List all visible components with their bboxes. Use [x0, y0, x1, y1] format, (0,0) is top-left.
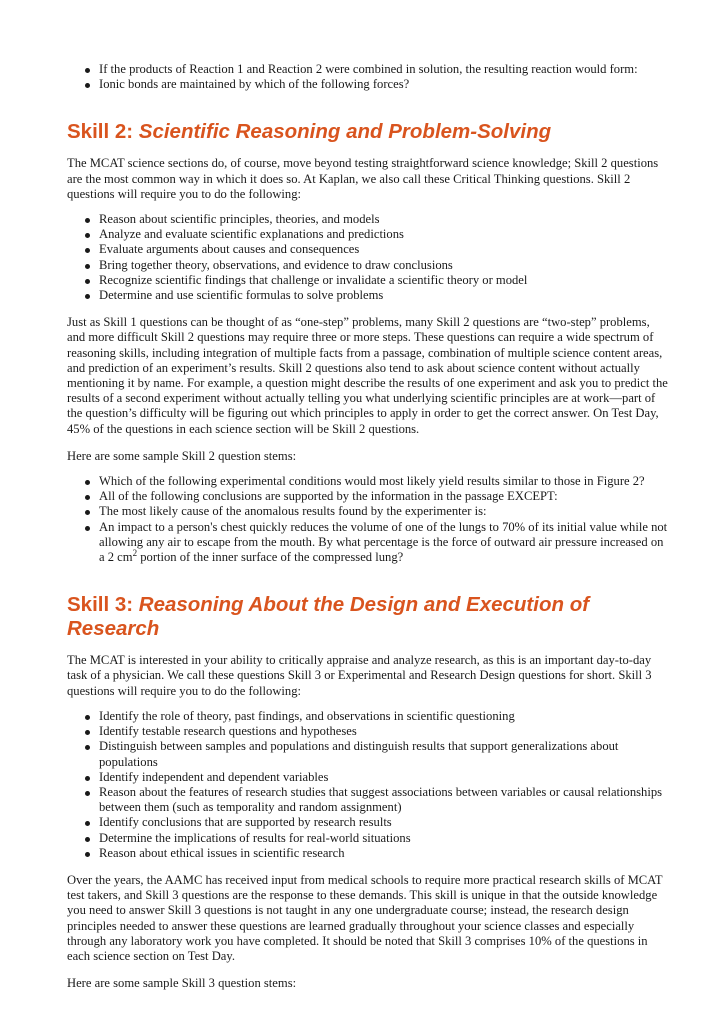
skill2-heading-prefix: Skill 2:	[67, 120, 139, 144]
list-item: Identify independent and dependent variables	[99, 770, 668, 785]
skill2-stems-intro: Here are some sample Skill 2 question stems:	[67, 448, 297, 463]
stem-text: portion of the inner surface of the compressed lung?	[137, 550, 404, 565]
list-item: Identify the role of theory, past findings, and observations in scientific questioning	[99, 709, 668, 724]
skill2-abilities-list	[67, 212, 668, 303]
list-item: Analyze and evaluate scientific explanations and predictions	[99, 227, 668, 242]
skill2-heading	[67, 120, 668, 144]
list-item: Determine the implications of results for real-world situations	[99, 831, 668, 846]
list-item: Bring together theory, observations, and evidence to draw conclusions	[99, 258, 668, 273]
list-item: Evaluate arguments about causes and consequences	[99, 242, 668, 257]
list-item: Ionic bonds are maintained by which of the following forces?	[99, 77, 668, 92]
list-item: Recognize scientific findings that challenge or invalidate a scientific theory or model	[99, 273, 668, 288]
list-item	[99, 520, 668, 566]
list-item: Identify conclusions that are supported by research results	[99, 815, 668, 830]
list-item: The most likely cause of the anomalous results found by the experimenter is:	[99, 504, 668, 519]
skill3-heading-prefix: Skill 3:	[67, 593, 139, 617]
skill2-heading-title: Scientific Reasoning and Problem-Solving	[138, 120, 552, 144]
skill3-intro: The MCAT is interested in your ability to critically appraise and analyze research, as this is an important day-to-day task of a physician. We call these questions Skill 3 or Experimental and Research Design questions for short. Skill 3 questions will require you to do the following:	[67, 653, 652, 698]
list-item: Reason about ethical issues in scientific research	[99, 846, 668, 861]
list-item: All of the following conclusions are supported by the information in the passage EXCEPT:	[99, 489, 668, 504]
list-item: If the products of Reaction 1 and Reaction 2 were combined in solution, the resulting reaction would form:	[99, 62, 668, 77]
skill3-heading	[67, 593, 668, 641]
list-item: Reason about the features of research studies that suggest associations between variables or causal relationships between them (such as temporality and random assignment)	[99, 785, 668, 815]
list-item: Distinguish between samples and populations and distinguish results that support generalizations about populations	[99, 739, 668, 769]
skill3-abilities-list	[67, 709, 668, 861]
list-item: Reason about scientific principles, theories, and models	[99, 212, 668, 227]
skill3-body: Over the years, the AAMC has received input from medical schools to require more practical research skills of MCAT test takers, and Skill 3 questions are the response to these demands. This skill is unique in that the outside knowledge you need to answer Skill 3 questions is not taught in any one undergraduate course; instead, the research design principles needed to answer these questions are learned gradually throughout your science classes and especially through any laboratory work you have completed. It should be noted that Skill 3 comprises 10% of the questions in each science section on Test Day.	[67, 872, 663, 963]
skill2-stems-list	[67, 474, 668, 565]
skill2-body: Just as Skill 1 questions can be thought of as “one-step” problems, many Skill 2 questions are “two-step” problems, and more difficult Skill 2 questions may require three or more steps. These questions can require a wide spectrum of reasoning skills, including integration of multiple facts from a passage, combination of multiple science content areas, and prediction of an experiment’s results. Skill 2 questions also tend to ask about science content without actually mentioning it by name. For example, a question might describe the results of one experiment and ask you to predict the results of a second experiment without actually telling you what underlying scientific principles are at work—part of the question’s difficulty will be figuring out which principles to apply in order to get the correct answer. On Test Day, 45% of the questions in each science section will be Skill 2 questions.	[67, 315, 668, 436]
skill3-stems-intro: Here are some sample Skill 3 question stems:	[67, 976, 297, 991]
intro-bullet-list	[67, 62, 668, 92]
list-item: Which of the following experimental conditions would most likely yield results similar to those in Figure 2?	[99, 474, 668, 489]
skill3-heading-title: Reasoning About the Design and Execution of Research	[67, 593, 590, 641]
stem-text: An impact to a person's chest quickly reduces the volume of one of the lungs to 70% of its initial value while not allowing any air to escape from the mouth. By what percentage is the force of outward air pressure increased on a 2 cm	[99, 519, 668, 565]
superscript: 2	[132, 547, 138, 558]
list-item: Determine and use scientific formulas to solve problems	[99, 288, 668, 303]
skill2-intro: The MCAT science sections do, of course, move beyond testing straightforward science knowledge; Skill 2 questions are the most common way in which it does so. At Kaplan, we also call these Critical Thinking questions. Skill 2 questions will require you to do the following:	[67, 156, 659, 201]
list-item: Identify testable research questions and hypotheses	[99, 724, 668, 739]
